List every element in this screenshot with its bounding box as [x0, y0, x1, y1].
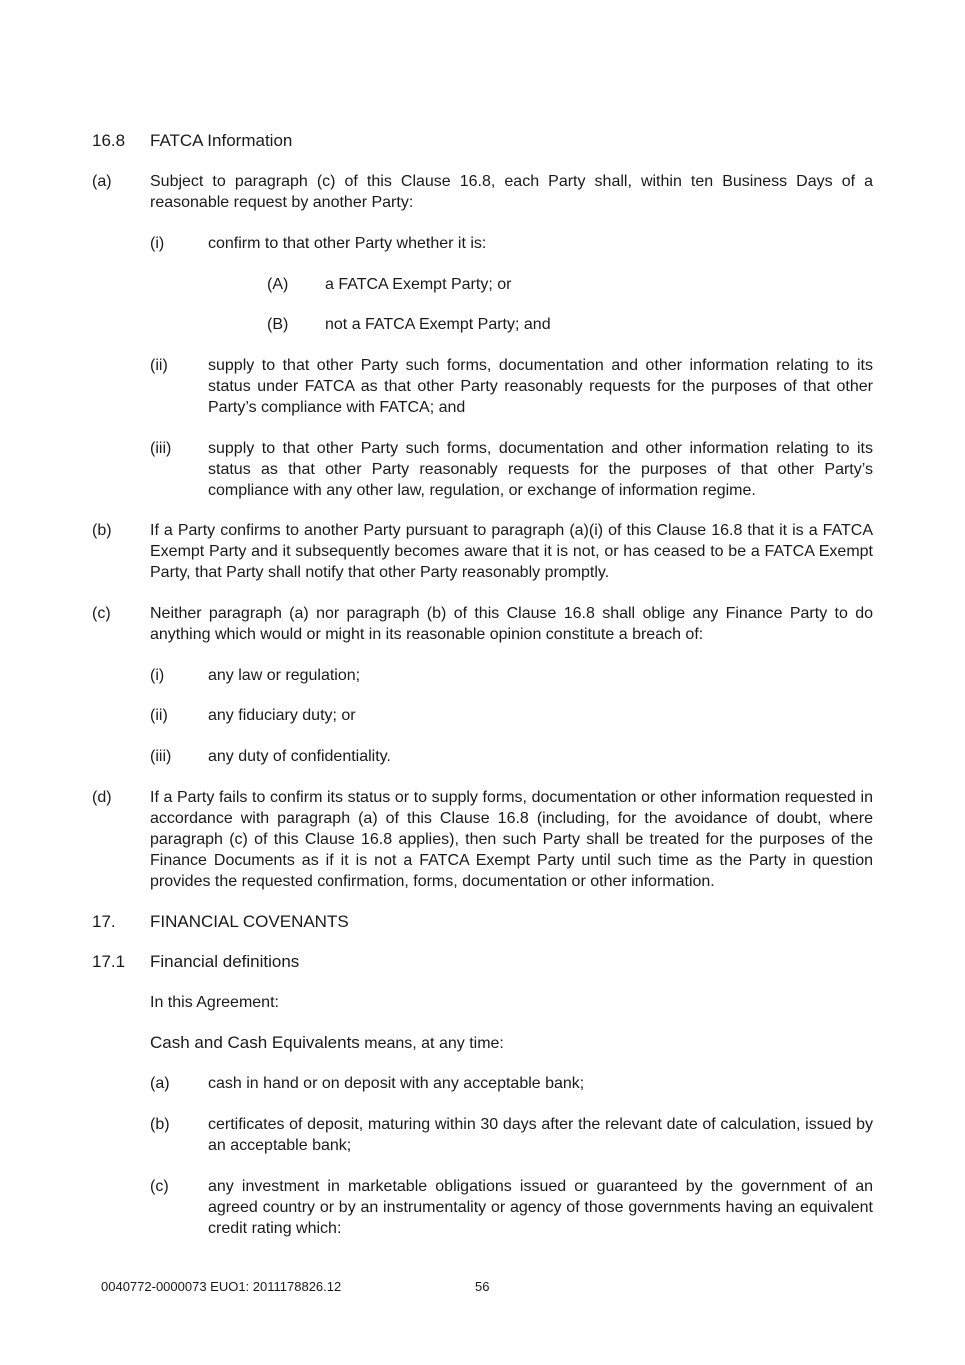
subparagraph-text: any duty of confidentiality.: [208, 748, 391, 765]
paragraph-number: (a): [92, 173, 112, 190]
paragraph-text: If a Party confirms to another Party pursuant to paragraph (a)(i) of this Clause 16.8 that it is a FATCA Exempt Party and it subsequently becomes aware that it is not, or has ceased to be a FATCA Exempt Party, that Party shall notify that other Party reasonably promptly.: [150, 522, 873, 581]
item-text: a FATCA Exempt Party; or: [325, 276, 512, 293]
subparagraph-number: (iii): [150, 440, 172, 457]
paragraph-text: Subject to paragraph (c) of this Clause 16.8, each Party shall, within ten Business Days of a reasonable request by another Party:: [150, 173, 873, 211]
item-text: not a FATCA Exempt Party; and: [325, 316, 551, 333]
subparagraph-text: supply to that other Party such forms, documentation and other information relating to its status as that other Party reasonably requests for the purposes of that other Party’s compliance with any other law, regulation, or exchange of information regime.: [208, 440, 873, 499]
paragraph-number: (d): [92, 789, 112, 806]
clause-title: Financial definitions: [150, 952, 300, 971]
subparagraph-text: supply to that other Party such forms, documentation and other information relating to its status under FATCA as that other Party reasonably requests for the purposes of that other Party’s compliance with FATCA; and: [208, 357, 873, 416]
definition: [150, 1032, 873, 1054]
subparagraph-number: (i): [150, 667, 165, 684]
definition-item-text: certificates of deposit, maturing within 30 days after the relevant date of calculation, issued by an acceptable bank;: [208, 1116, 873, 1154]
subparagraph-text: any law or regulation;: [208, 667, 361, 684]
subparagraph-number: (i): [150, 235, 165, 252]
defined-term: Cash and Cash Equivalents: [150, 1033, 360, 1052]
clause-number: 16.8: [92, 131, 126, 150]
subparagraph-number: (ii): [150, 357, 168, 374]
subparagraph-number: (iii): [150, 748, 172, 765]
item-number: (A): [267, 276, 289, 293]
subparagraph-text: any fiduciary duty; or: [208, 707, 356, 724]
clause-number: 17.1: [92, 952, 126, 971]
definition-text: means, at any time:: [359, 1035, 504, 1052]
definition-item-number: (b): [150, 1116, 170, 1133]
paragraph-number: (c): [92, 605, 111, 622]
paragraph-number: (b): [92, 522, 112, 539]
clause-title: FINANCIAL COVENANTS: [150, 912, 349, 931]
clause-title: FATCA Information: [150, 131, 293, 150]
definition-item-text: cash in hand or on deposit with any acceptable bank;: [208, 1075, 585, 1092]
definition-item-number: (c): [150, 1178, 169, 1195]
clause-number: 17.: [92, 912, 116, 931]
page-number: 56: [475, 1279, 490, 1294]
paragraph-text: If a Party fails to confirm its status or to supply forms, documentation or other information requested in accordance with paragraph (a) of this Clause 16.8 (including, for the avoidance of doubt, where paragraph (c) of this Clause 16.8 applies), then such Party shall be treated for the purposes of the Finance Documents as if it is not a FATCA Exempt Party until such time as the Party in question provides the requested confirmation, forms, documentation or other information.: [150, 789, 873, 890]
item-number: (B): [267, 316, 289, 333]
subparagraph-number: (ii): [150, 707, 168, 724]
definition-item-text: any investment in marketable obligations issued or guaranteed by the government of an agreed country or by an instrumentality or agency of those governments having an equivalent credit rating which:: [208, 1178, 873, 1237]
subparagraph-text: confirm to that other Party whether it is:: [208, 235, 487, 252]
paragraph-text: Neither paragraph (a) nor paragraph (b) of this Clause 16.8 shall oblige any Finance Party to do anything which would or might in its reasonable opinion constitute a breach of:: [150, 605, 873, 643]
intro-text: In this Agreement:: [150, 994, 279, 1011]
definition-item-number: (a): [150, 1075, 170, 1092]
footer-reference: 0040772-0000073 EUO1: 2011178826.12: [101, 1279, 342, 1294]
